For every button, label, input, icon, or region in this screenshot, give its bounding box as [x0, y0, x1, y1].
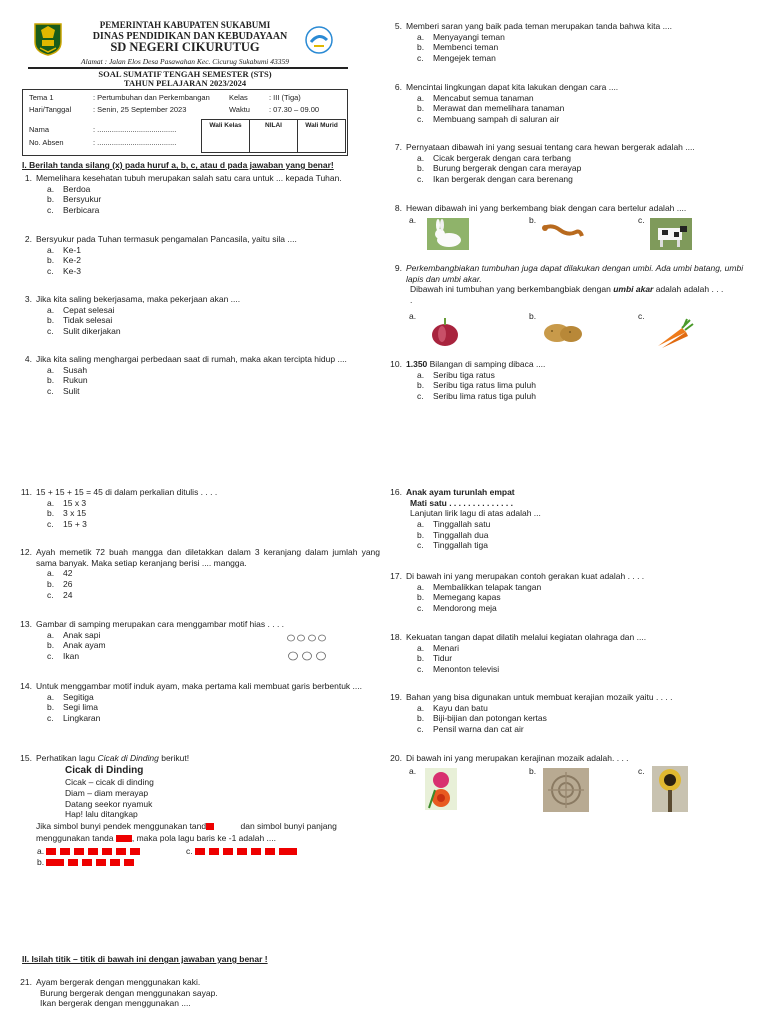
- pattern-short: [237, 848, 247, 855]
- question-4: 4. Jika kita saling menghargai perbedaan saat di rumah, maka akan tercipta hidup .... a. Susah b. Rukun c. Sulit: [20, 354, 365, 397]
- q17-option-c[interactable]: c. Mendorong meja: [417, 602, 497, 613]
- q16-option-c[interactable]: c. Tinggallah tiga: [417, 540, 488, 551]
- pattern-short: [88, 848, 98, 855]
- question-12: 12. Ayah memetik 72 buah mangga dan diletakkan dalam 3 keranjang dalam jumlah yang sama banyak. Maka setiap keranjang berisi .... mangga. a. 42 b. 26 c. 24: [20, 547, 380, 600]
- sukabumi-logo-icon: [33, 22, 63, 56]
- q9-question: Dibawah ini tumbuhan yang berkembangbiak dengan umbi akar adalah adalah . . .: [410, 284, 724, 295]
- header-line2: DINAS PENDIDIKAN DAN KEBUDAYAAN: [92, 31, 288, 42]
- rabbit-image-icon: [427, 218, 469, 250]
- pattern-short: [124, 859, 134, 866]
- q1-option-a[interactable]: a. Berdoa: [47, 183, 91, 194]
- pattern-short: [68, 859, 78, 866]
- q15-instruction: Jika simbol bunyi pendek menggunakan tand dan simbol bunyi panjang: [36, 821, 337, 831]
- q21-line-3[interactable]: Ikan bergerak dengan menggunakan ....: [40, 998, 191, 1009]
- question-10: 10. 1.350 Bilangan di samping dibaca .... a. Seribu tiga ratus b. Seribu tiga ratus lima puluh c. Seribu lima ratus tiga puluh: [390, 359, 750, 402]
- q15-text: Perhatikan lagu Cicak di Dinding berikut!: [36, 753, 190, 763]
- q7-option-b[interactable]: b. Burung bergerak dengan cara merayap: [417, 163, 582, 174]
- question-1: [20, 173, 365, 216]
- q2-option-a[interactable]: a. Ke-1: [47, 244, 81, 255]
- q19-text: Bahan yang bisa digunakan untuk membuat kerajian mozaik yaitu . . . .: [406, 692, 673, 702]
- pattern-short: [251, 848, 261, 855]
- song-line-2: Diam – diam merayap: [65, 788, 149, 798]
- question-19: 19. Bahan yang bisa digunakan untuk membuat kerajian mozaik yaitu . . . . a. Kayu dan batu b. Biji-bijian dan potongan kertas c. Pensil warna dan cat air: [390, 692, 750, 735]
- q6-text: Mencintai lingkungan dapat kita lakukan dengan cara ....: [406, 82, 619, 92]
- long-symbol-icon: [116, 835, 132, 842]
- q18-option-b[interactable]: b. Tidur: [417, 653, 453, 664]
- lizard-image-icon: [540, 218, 584, 246]
- pattern-long: [279, 848, 297, 855]
- onion-image-icon: [425, 316, 465, 348]
- question-13: 13. Gambar di samping merupakan cara menggambar motif hias . . . . a. Anak sapi b. Anak ayam c. Ikan: [20, 619, 380, 662]
- pattern-short: [110, 859, 120, 866]
- question-8: 8. Hewan dibawah ini yang berkembang biak dengan cara bertelur adalah ....: [390, 203, 750, 214]
- chick-motif-image-icon: [285, 630, 329, 664]
- question-5: 5. Memberi saran yang baik pada teman merupakan tanda bahwa kita .... a. Menyayangi teman b. Membenci teman c. Mengejek teman: [390, 21, 750, 64]
- tema-label: Tema 1: [29, 93, 54, 102]
- q11-option-a[interactable]: a. 15 x 3: [47, 497, 87, 508]
- pattern-short: [74, 848, 84, 855]
- q8-option-c[interactable]: c.: [638, 215, 645, 225]
- song-line-4: Hap! lalu ditangkap: [65, 809, 138, 819]
- q12-text: Ayah memetik 72 buah mangga dan diletakkan dalam 3 keranjang dalam jumlah yang sama banyak. Maka setiap keranjang berisi .... mangga.: [36, 547, 380, 568]
- question-17: 17. Di bawah ini yang merupakan contoh gerakan kuat adalah . . . . a. Membalikkan telapak tangan b. Memegang kapas c. Mendorong meja: [390, 571, 750, 614]
- waktu-label: Waktu: [229, 105, 250, 114]
- q14-text: Untuk menggambar motif induk ayam, maka pertama kali membuat garis berbentuk ....: [36, 681, 362, 691]
- q11-option-b[interactable]: b. 3 x 15: [47, 508, 87, 519]
- exam-year: TAHUN PELAJARAN 2023/2024: [123, 78, 247, 88]
- q10-text: 1.350 Bilangan di samping dibaca ....: [406, 359, 546, 369]
- q20-option-b[interactable]: b.: [529, 766, 537, 776]
- header-address: Alamat : Jalan Elos Desa Pasawahan Kec. Cicurug Sukabumi 43359: [81, 57, 289, 66]
- q11-text: 15 + 15 + 15 = 45 di dalam perkalian ditulis . . . .: [36, 487, 218, 497]
- q6-option-c[interactable]: c. Membuang sampah di saluran air: [417, 113, 560, 124]
- signature-box: [201, 119, 346, 153]
- q10-option-c[interactable]: c. Seribu lima ratus tiga puluh: [417, 390, 537, 401]
- q17-option-b[interactable]: b. Memegang kapas: [417, 592, 501, 603]
- question-14: 14. Untuk menggambar motif induk ayam, maka pertama kali membuat garis berbentuk .... a. Segitiga b. Segi lima c. Lingkaran: [20, 681, 380, 724]
- wali-kelas-label: Wali Kelas: [202, 120, 250, 152]
- question-18: 18. Kekuatan tangan dapat dilatih melalui kegiatan olahraga dan .... a. Menari b. Tidur c. Menonton televisi: [390, 632, 750, 675]
- q19-option-c[interactable]: c. Pensil warna dan cat air: [417, 723, 524, 734]
- waktu-value: : 07.30 – 09.00: [269, 105, 320, 114]
- q1-text: Memelihara kesehatan tubuh merupakan salah satu cara untuk ... kepada Tuhan.: [36, 173, 342, 183]
- q14-option-a[interactable]: a. Segitiga: [47, 691, 94, 702]
- q13-option-b[interactable]: b. Anak ayam: [47, 640, 106, 651]
- song-line-1: Cicak – cicak di dinding: [65, 777, 154, 787]
- question-15: 15. Perhatikan lagu Cicak di Dinding berikut!: [20, 753, 380, 764]
- section1-instruction: I. Berilah tanda silang (x) pada huruf a, b, c, atau d pada jawaban yang benar!: [22, 160, 334, 170]
- sunflower-image-icon: [652, 766, 688, 812]
- student-info-table: [22, 89, 348, 156]
- song-title: Cicak di Dinding: [65, 765, 144, 776]
- flower-mosaic-image-icon: [425, 768, 457, 810]
- q9-option-c[interactable]: c.: [638, 311, 645, 321]
- q15-option-a[interactable]: a.: [37, 846, 144, 857]
- q5-option-b[interactable]: b. Membenci teman: [417, 42, 499, 53]
- q6-option-b[interactable]: b. Merawat dan memelihara tanaman: [417, 103, 565, 114]
- nama-label: Nama: [29, 125, 50, 134]
- q8-text: Hewan dibawah ini yang berkembang biak dengan cara bertelur adalah ....: [406, 203, 687, 213]
- q5-option-c[interactable]: c. Mengejek teman: [417, 52, 496, 63]
- absen-field[interactable]: : ......................................: [93, 138, 177, 147]
- q4-option-c[interactable]: c. Sulit: [47, 385, 80, 396]
- q9-option-b[interactable]: b.: [529, 311, 537, 321]
- q16-option-b[interactable]: b. Tinggallah dua: [417, 529, 489, 540]
- q1-option-c[interactable]: c. Berbicara: [47, 204, 100, 215]
- header-school: SD NEGERI CIKURUTUG: [110, 40, 260, 54]
- carving-image-icon: [543, 768, 589, 812]
- q13-option-c[interactable]: c. Ikan: [47, 650, 80, 661]
- kelas-value: : III (Tiga): [269, 93, 301, 102]
- q14-option-c[interactable]: c. Lingkaran: [47, 712, 101, 723]
- kelas-label: Kelas: [229, 93, 248, 102]
- pattern-short: [82, 859, 92, 866]
- q9-intro: Perkembangbiakan tumbuhan juga dapat dilakukan dengan umbi. Ada umbi batang, umbi lapis dan umbi akar.: [406, 263, 744, 284]
- pattern-short: [46, 848, 56, 855]
- pattern-short: [116, 848, 126, 855]
- pattern-short: [195, 848, 205, 855]
- pattern-short: [265, 848, 275, 855]
- hari-label: Hari/Tanggal: [29, 105, 72, 114]
- question-9: 9. Perkembangbiakan tumbuhan juga dapat dilakukan dengan umbi. Ada umbi batang, umbi lapis dan umbi akar. Dibawah ini tumbuhan yang berkembangbiak dengan umbi akar adalah adalah . . . .: [390, 263, 750, 306]
- q14-option-b[interactable]: b. Segi lima: [47, 702, 98, 713]
- q4-option-a[interactable]: a. Susah: [47, 364, 88, 375]
- q19-option-a[interactable]: a. Kayu dan batu: [417, 702, 488, 713]
- q3-option-b[interactable]: b. Tidak selesai: [47, 315, 113, 326]
- song-line-3: Datang seekor nyamuk: [65, 799, 153, 809]
- q12-option-b[interactable]: b. 26: [47, 578, 73, 589]
- header-line1: PEMERINTAH KABUPATEN SUKABUMI: [99, 20, 271, 30]
- pattern-short: [96, 859, 106, 866]
- short-symbol-icon: [206, 823, 214, 830]
- q12-option-a[interactable]: a. 42: [47, 568, 73, 579]
- q2-option-c[interactable]: c. Ke-3: [47, 265, 81, 276]
- q15-option-b[interactable]: b.: [37, 857, 138, 868]
- potato-image-icon: [540, 318, 584, 346]
- q16-text: Lanjutan lirik lagu di atas adalah ...: [410, 508, 541, 519]
- question-2: 2. Bersyukur pada Tuhan termasuk pengamalan Pancasila, yaitu sila .... a. Ke-1 b. Ke-2 c. Ke-3: [20, 234, 365, 277]
- q17-text: Di bawah ini yang merupakan contoh gerakan kuat adalah . . . .: [406, 571, 645, 581]
- q4-option-b[interactable]: b. Rukun: [47, 375, 88, 386]
- question-21: 21. Ayam bergerak dengan menggunakan kaki. Burung bergerak dengan menggunakan sayap. Ikan bergerak dengan menggunakan ....: [20, 977, 380, 1009]
- q15-option-c[interactable]: c.: [186, 846, 301, 857]
- exam-title: SOAL SUMATIF TENGAH SEMESTER (STS): [98, 69, 272, 79]
- question-20: 20. Di bawah ini yang merupakan kerajinan mozaik adalah. . . .: [390, 753, 750, 764]
- q4-text: Jika kita saling menghargai perbedaan saat di rumah, maka akan tercipta hidup ....: [36, 354, 347, 364]
- tema-value: : Pertumbuhan dan Perkembangan: [93, 93, 210, 102]
- q17-option-a[interactable]: a. Membalikkan telapak tangan: [417, 581, 542, 592]
- q16-lyric-1: Anak ayam turunlah empat: [406, 487, 515, 497]
- q20-option-c[interactable]: c.: [638, 766, 645, 776]
- q5-option-a[interactable]: a. Menyayangi teman: [417, 31, 505, 42]
- q21-line-1: Ayam bergerak dengan menggunakan kaki.: [36, 977, 201, 987]
- q18-option-a[interactable]: a. Menari: [417, 642, 459, 653]
- wali-murid-label: Wali Murid: [305, 122, 338, 129]
- q1-option-b[interactable]: b. Bersyukur: [47, 194, 102, 205]
- q16-option-a[interactable]: a. Tinggallah satu: [417, 518, 491, 529]
- q15-instruction-2: menggunakan tanda , maka pola lagu baris ke -1 adalah ....: [36, 833, 276, 843]
- q5-text: Memberi saran yang baik pada teman merupakan tanda bahwa kita ....: [406, 21, 673, 31]
- question-16: 16. Anak ayam turunlah empat Mati satu . . . . . . . . . . . . . . Lanjutan lirik lagu di atas adalah ... a. Tinggallah satu b. Tinggallah dua c. Tinggallah tiga: [390, 487, 750, 551]
- q7-option-a[interactable]: a. Cicak bergerak dengan cara terbang: [417, 152, 571, 163]
- hari-value: : Senin, 25 September 2023: [93, 105, 187, 114]
- q21-line-2: Burung bergerak dengan menggunakan sayap.: [40, 987, 218, 998]
- pattern-short: [223, 848, 233, 855]
- nama-field[interactable]: : ......................................: [93, 125, 177, 134]
- pattern-short: [130, 848, 140, 855]
- q10-option-a[interactable]: a. Seribu tiga ratus: [417, 369, 495, 380]
- q8-option-a[interactable]: a.: [409, 215, 417, 225]
- question-3: 3. Jika kita saling bekerjasama, maka pekerjaan akan .... a. Cepat selesai b. Tidak selesai c. Sulit dikerjakan: [20, 294, 365, 337]
- pattern-short: [102, 848, 112, 855]
- pattern-long: [46, 859, 64, 866]
- q2-text: Bersyukur pada Tuhan termasuk pengamalan Pancasila, yaitu sila ....: [36, 234, 297, 244]
- q18-option-c[interactable]: c. Menonton televisi: [417, 663, 500, 674]
- q13-option-a[interactable]: a. Anak sapi: [47, 629, 101, 640]
- q12-option-c[interactable]: c. 24: [47, 589, 73, 600]
- question-6: 6. Mencintai lingkungan dapat kita lakukan dengan cara .... a. Mencabut semua tanaman b. Merawat dan memelihara tanaman c. Membuang sampah di saluran air: [390, 82, 750, 125]
- q7-option-c[interactable]: c. Ikan bergerak dengan cara berenang: [417, 173, 573, 184]
- question-11: 11. 15 + 15 + 15 = 45 di dalam perkalian ditulis . . . . a. 15 x 3 b. 3 x 15 c. 15 + 3: [20, 487, 380, 530]
- q1-number: 1.: [24, 173, 32, 183]
- pattern-short: [60, 848, 70, 855]
- q6-option-a[interactable]: a. Mencabut semua tanaman: [417, 92, 534, 103]
- q7-text: Pernyataan dibawah ini yang sesuai tentang cara hewan bergerak adalah ....: [406, 142, 695, 152]
- pattern-short: [209, 848, 219, 855]
- q10-option-b[interactable]: b. Seribu tiga ratus lima puluh: [417, 380, 537, 391]
- q20-text: Di bawah ini yang merupakan kerajinan mozaik adalah. . . .: [406, 753, 629, 763]
- q20-option-a[interactable]: a.: [409, 766, 417, 776]
- nilai-label: NILAI: [250, 120, 298, 152]
- q3-option-a[interactable]: a. Cepat selesai: [47, 304, 115, 315]
- absen-label: No. Absen: [29, 138, 64, 147]
- q2-option-b[interactable]: b. Ke-2: [47, 255, 81, 266]
- section2-instruction: II. Isilah titik – titik di bawah ini dengan jawaban yang benar !: [22, 954, 268, 964]
- q18-text: Kekuatan tangan dapat dilatih melalui kegiatan olahraga dan ....: [406, 632, 647, 642]
- q13-text: Gambar di samping merupakan cara menggambar motif hias . . . .: [36, 619, 285, 629]
- cow-image-icon: [650, 218, 692, 250]
- question-7: 7. Pernyataan dibawah ini yang sesuai tentang cara hewan bergerak adalah .... a. Cicak bergerak dengan cara terbang b. Burung bergerak dengan cara merayap c. Ikan bergerak dengan cara berenang: [390, 142, 750, 185]
- carrot-image-icon: [652, 318, 694, 350]
- q11-option-c[interactable]: c. 15 + 3: [47, 518, 87, 529]
- q16-lyric-2: Mati satu . . . . . . . . . . . . . .: [410, 497, 513, 508]
- q8-option-b[interactable]: b.: [529, 215, 537, 225]
- q3-text: Jika kita saling bekerjasama, maka pekerjaan akan ....: [36, 294, 241, 304]
- q19-option-b[interactable]: b. Biji-bijian dan potongan kertas: [417, 713, 547, 724]
- q9-option-a[interactable]: a.: [409, 311, 417, 321]
- q3-option-c[interactable]: c. Sulit dikerjakan: [47, 325, 121, 336]
